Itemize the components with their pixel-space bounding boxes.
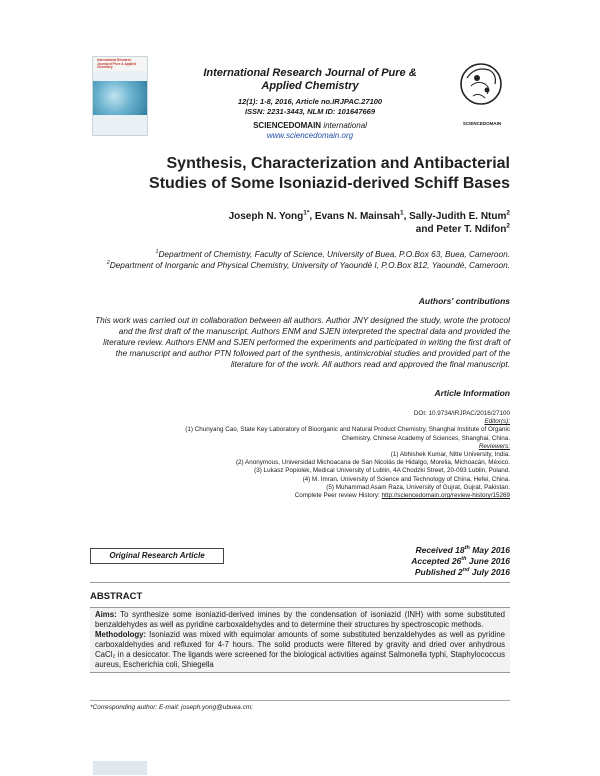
journal-meta bbox=[190, 97, 430, 117]
editors-label: Editor(s): bbox=[484, 418, 510, 426]
abstract-methodology: Methodology: Isoniazid was mixed with equimolar amounts of some substituted benzaldehydes as well as pyridine carboxaldehydes and refluxed for 4-7 hours. The solid products were filtered by gravity and dried over anhydrous CaCl₂ in a desiccator. The ligands were screened for the biological activities against Salmonella typhi, Staphylococcus aureus, Escherichia coli, Shiegella bbox=[95, 630, 505, 669]
cover-title: International Research Journal of Pure & Applied Chemistry bbox=[97, 58, 137, 70]
corresponding-author-footnote: *Corresponding author: E-mail: joseph.yong@ubuea.cm; bbox=[90, 704, 254, 711]
section-divider bbox=[90, 582, 510, 583]
publisher-block bbox=[190, 121, 430, 141]
abstract-heading: ABSTRACT bbox=[90, 591, 143, 602]
footnote-divider bbox=[90, 700, 510, 701]
author-1-sup: 1* bbox=[303, 209, 310, 217]
reviewer-4: (4) M. Imran, University of Science and Technology of China, Hefei, China. bbox=[302, 475, 510, 483]
abstract-box bbox=[90, 607, 510, 673]
author-2: Evans N. Mainsah bbox=[314, 211, 400, 222]
contributions-text: This work was carried out in collaboration between all authors. Author JNY designed the study, wrote the protocol and the first draft of the manuscript. Authors ENM and SJEN interpreted the spectral data and provided the literature review. Authors ENM and SJEN performed the experiments and participated in writing the first draft of the manuscript and author PTN followed part of the synthesis, antimicrobial studies and provided part of the literature for of the work. All authors read and approved the final manuscript. bbox=[95, 315, 510, 369]
reviewer-3: (3) Lukasz Popiolek, Medical University of Lublin, 4A Chodzki Street, 20-093 Lublin, Poland. bbox=[254, 467, 510, 475]
author-4-sup: 2 bbox=[506, 222, 510, 230]
publisher-suffix: international bbox=[323, 121, 367, 130]
editor-1-cont: Chemistry, Chinese Academy of Sciences, Shanghai, China. bbox=[341, 434, 510, 442]
title-line-1: Synthesis, Characterization and Antibacterial bbox=[166, 155, 510, 172]
author-4: Peter T. Ndifon bbox=[436, 224, 507, 235]
affiliations bbox=[90, 249, 510, 271]
abstract-aims: Aims: To synthesize some isoniazid-derived imines by the condensation of isoniazid (INH) with some substituted benzaldehydes as well as pyridine carboxaldehydes and to determine their structures by spectroscopic methods. bbox=[95, 610, 505, 629]
reviewer-2: (2) Anonymous, Universidad Michoacana de San Nicolás de Hidalgo, Morelia, Michoacán, México. bbox=[235, 459, 510, 467]
reviewer-5: (5) Muhammad Asam Raza, University of Gujrat, Gujrat, Pakistan. bbox=[326, 483, 510, 491]
article-type-badge: Original Research Article bbox=[90, 548, 224, 564]
reviewers-label: Reviewers: bbox=[478, 442, 510, 450]
journal-issue: 12(1): 1-8, 2016, Article no.IRJPAC.27100 bbox=[237, 97, 383, 106]
logo-caption: SCIENCEDOMAIN bbox=[462, 121, 502, 126]
published-date: Published 2nd July 2016 bbox=[414, 567, 510, 577]
article-dates bbox=[330, 545, 510, 578]
author-3: Sally-Judith E. Ntum bbox=[409, 211, 507, 222]
contributions-heading: Authors' contributions bbox=[418, 296, 510, 306]
publisher-url[interactable]: www.sciencedomain.org bbox=[266, 131, 354, 140]
title-line-2: Studies of Some Isoniazid-derived Schiff Bases bbox=[149, 175, 510, 192]
affiliation-1: $^1$Department of Chemistry, Faculty of Science, University of Buea, P.O.Box 63, Buea, Cameroon. bbox=[155, 249, 510, 259]
accepted-date: Accepted 26th June 2016 bbox=[411, 556, 510, 566]
history-link[interactable]: http://sciencedomain.org/review-history/15269 bbox=[381, 492, 510, 500]
article-info-heading: Article Information bbox=[434, 388, 510, 398]
author-3-sup: 2 bbox=[506, 209, 510, 217]
head-logo-icon bbox=[455, 56, 509, 118]
author-4-prefix: and bbox=[415, 224, 434, 235]
author-list: Joseph N. Yong$^{1*}$, Evans N. Mainsah$^1$, Sally-Judith E. Ntum$^2$ and Peter T. Ndifon$^2$ bbox=[228, 209, 510, 235]
journal-issn: ISSN: 2231-3443, NLM ID: 101647669 bbox=[244, 107, 376, 116]
author-2-sup: 1 bbox=[399, 209, 404, 217]
journal-name: International Research Journal of Pure & Applied Chemistry bbox=[203, 67, 417, 92]
affiliation-2: $^2$Department of Inorganic and Physical Chemistry, University of Yaoundé I, P.O.Box 812, Yaoundé, Cameroon. bbox=[106, 260, 510, 270]
paper-title bbox=[90, 154, 510, 194]
journal-cover-thumbnail bbox=[92, 56, 148, 136]
history-label: Complete Peer review History: bbox=[294, 492, 380, 500]
doi: DOI: 10.9734/IRJPAC/2016/27100 bbox=[413, 410, 510, 417]
editor-1: (1) Chunyang Cao, State Key Laboratory of Bioorganic and Natural Product Chemistry, Shanghai Institute of Organic bbox=[185, 426, 510, 434]
reviewer-1: (1) Abhishek Kumar, Nitte University, India. bbox=[390, 451, 510, 459]
publisher-name: SCIENCEDOMAIN bbox=[253, 121, 322, 130]
sciencedomain-logo bbox=[455, 56, 509, 126]
received-date: Received 18th May 2016 bbox=[415, 545, 510, 555]
article-info bbox=[90, 410, 510, 500]
peer-review-history bbox=[90, 492, 510, 500]
author-1: Joseph N. Yong bbox=[228, 211, 304, 222]
